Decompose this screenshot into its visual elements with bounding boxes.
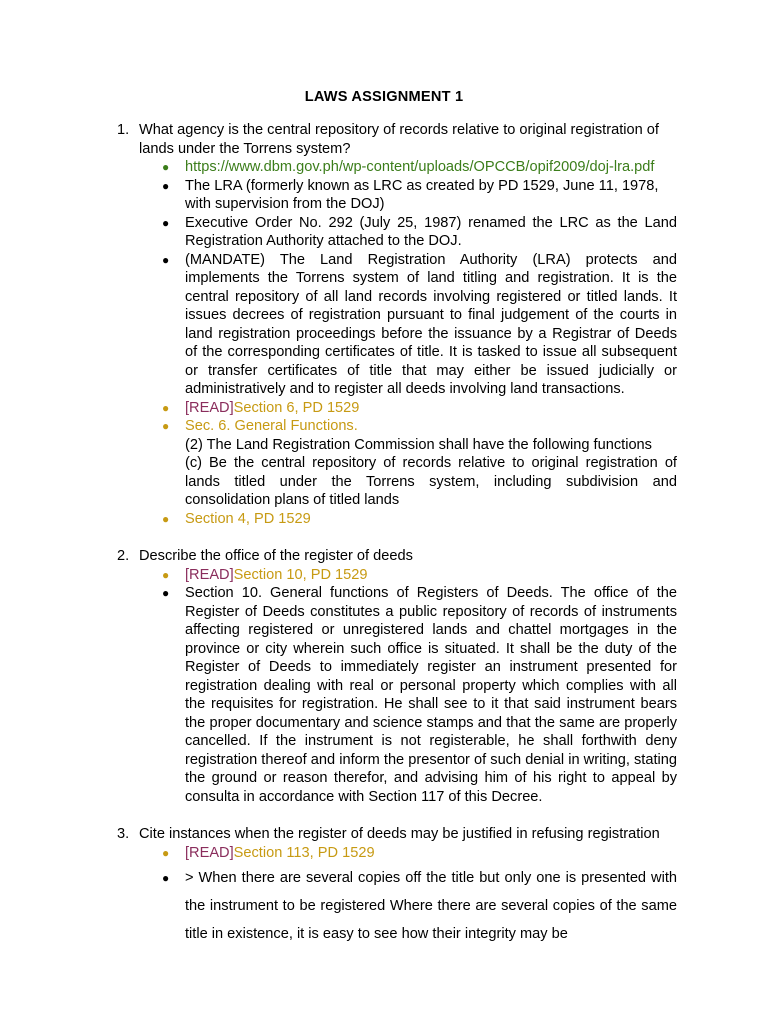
question-number: 3. xyxy=(117,826,130,842)
question-text: What agency is the central repository of records relative to original registration of lands under the Torrens system? xyxy=(139,122,659,157)
read-tag: [READ] xyxy=(185,399,234,416)
section-heading: Sec. 6. General Functions. xyxy=(185,418,358,434)
question-text: Cite instances when the register of deeds may be justified in refusing registration xyxy=(139,826,660,842)
question-3 xyxy=(117,825,677,948)
list-item-text: The LRA (formerly known as LRC as created by PD 1529, June 11, 1978, with supervision from the DOJ) xyxy=(185,177,659,212)
section-reference: Section 4, PD 1529 xyxy=(185,510,311,527)
list-item-text: (MANDATE) The Land Registration Authority (LRA) protects and implements the Torrens system of land titling and registration. It is the central repository of all land records involving registered or titled lands. It issues decrees of registration pursuant to final judgement of the courts in land registration proceedings before the issuance by a Registrar of Deeds of the corresponding certificates of title. It is tasked to issue all subsequent or transfer certificates of title that may either be issued judicially or administratively and to register all deeds involving land transactions. xyxy=(185,251,677,397)
list-item-text: > When there are several copies off the title but only one is presented with the instrument to be registered Where there are several copies of the same title in existence, it is easy to see how their integrity may be xyxy=(185,870,677,942)
document-title: LAWS ASSIGNMENT 1 xyxy=(304,89,464,105)
list-item xyxy=(139,584,677,806)
question-2 xyxy=(117,547,677,806)
bullet-icon: ● xyxy=(162,871,170,885)
answer-list xyxy=(139,158,677,528)
bullet-icon: ● xyxy=(162,511,170,526)
list-item xyxy=(139,251,677,399)
bullet-icon: ● xyxy=(162,178,170,193)
list-item-text: Executive Order No. 292 (July 25, 1987) renamed the LRC as the Land Registration Authority attached to the DOJ. xyxy=(185,214,677,249)
list-item xyxy=(139,399,677,418)
question-1 xyxy=(117,121,677,528)
bullet-icon: ● xyxy=(162,586,170,600)
list-item xyxy=(139,566,677,585)
list-item xyxy=(139,177,677,214)
bullet-icon: ● xyxy=(162,252,170,267)
section-sub-text: (c) Be the central repository of records relative to original registration of lands titled under the Torrens system, including subdivision and consolidation plans of titled lands xyxy=(185,455,677,508)
section-reference: Section 113, PD 1529 xyxy=(233,844,375,861)
source-link[interactable]: https://www.dbm.gov.ph/wp-content/uploads/OPCCB/opif2009/doj-lra.pdf xyxy=(185,159,655,175)
bullet-icon: ● xyxy=(162,400,170,415)
answer-list xyxy=(139,844,677,949)
bullet-icon: ● xyxy=(162,215,170,230)
question-number: 1. xyxy=(117,122,130,138)
list-item xyxy=(139,417,677,510)
bullet-icon: ● xyxy=(162,419,170,433)
read-tag: [READ] xyxy=(185,566,234,583)
question-number: 2. xyxy=(117,548,130,564)
list-item xyxy=(139,864,677,948)
list-item xyxy=(139,214,677,251)
list-item xyxy=(139,844,677,863)
section-sub-text: (2) The Land Registration Commission shall have the following functions xyxy=(185,436,652,453)
list-item xyxy=(139,510,677,529)
bullet-icon: ● xyxy=(162,567,170,582)
read-tag: [READ] xyxy=(185,844,234,861)
section-reference: Section 10, PD 1529 xyxy=(233,566,368,583)
section-reference: Section 6, PD 1529 xyxy=(233,399,360,416)
question-text: Describe the office of the register of deeds xyxy=(139,548,413,564)
list-item xyxy=(139,158,677,177)
bullet-icon: ● xyxy=(162,845,170,860)
answer-list xyxy=(139,566,677,807)
list-item-text: Section 10. General functions of Registers of Deeds. The office of the Register of Deeds constitutes a public repository of records of instruments affecting registered or unregistered lands and chattel mortgages in the province or city wherein such office is situated. It shall be the duty of the Register of Deeds to immediately register an instrument presented for registration dealing with real or personal property which complies with all the requisites for registration. He shall see to it that said instrument bears the proper documentary and science stamps and that the same are properly cancelled. If the instrument is not registerable, he shall forthwith deny registration thereof and inform the presentor of such denial in writing, stating the ground or reason therefor, and advising him of his right to appeal by consulta in accordance with Section 117 of this Decree. xyxy=(185,585,677,805)
bullet-icon: ● xyxy=(162,160,170,174)
